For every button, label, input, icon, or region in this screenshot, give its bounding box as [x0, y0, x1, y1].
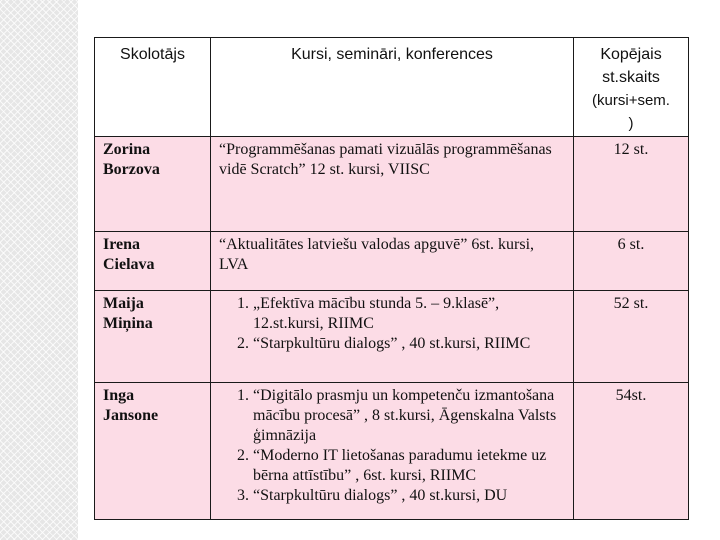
teacher-name	[95, 232, 211, 291]
decorative-side-band	[0, 0, 78, 540]
list-item: 1. “Digitālo prasmju un kompetenču izmantošana mācību procesā” , 8 st.kursi, Āgenskalna Valsts ģimnāzija	[253, 386, 565, 446]
teacher-name	[95, 291, 211, 383]
list-item: 1. „Efektīva mācību stunda 5. – 9.klasē”, 12.st.kursi, RIIMC	[253, 294, 565, 334]
course-list-items	[219, 386, 565, 506]
header-total-line4: )	[628, 115, 634, 132]
header-total-line2: st.skaits	[602, 69, 660, 86]
teacher-first-name: Maija	[103, 295, 144, 312]
header-total-line3: (kursi+sem.	[592, 92, 670, 109]
course-description: “Aktualitātes latviešu valodas apguvē” 6st. kursi, LVA	[211, 232, 574, 291]
teacher-first-name: Inga	[103, 387, 135, 404]
header-courses: Kursi, semināri, konferences	[211, 38, 574, 137]
teacher-last-name: Borzova	[103, 161, 160, 178]
table-row	[95, 291, 689, 383]
teacher-name	[95, 137, 211, 232]
teacher-last-name: Miņina	[103, 315, 153, 332]
teacher-first-name: Zorina	[103, 141, 151, 158]
header-total	[574, 38, 689, 137]
total-hours: 12 st.	[574, 137, 689, 232]
header-teacher: Skolotājs	[95, 38, 211, 137]
total-hours: 6 st.	[574, 232, 689, 291]
table-row	[95, 137, 689, 232]
list-item: 2. “Moderno IT lietošanas paradumu ietekme uz bērna attīstību” , 6st. kursi, RIIMC	[253, 446, 565, 486]
list-item: 3. “Starpkultūru dialogs” , 40 st.kursi, DU	[253, 486, 565, 506]
table-row	[95, 383, 689, 520]
teacher-first-name: Irena	[103, 236, 141, 253]
table-row	[95, 232, 689, 291]
header-row	[95, 38, 689, 137]
total-hours: 54st.	[574, 383, 689, 520]
teacher-last-name: Cielava	[103, 256, 155, 273]
teacher-last-name: Jansone	[103, 407, 159, 424]
course-description: “Programmēšanas pamati vizuālās programmēšanas vidē Scratch” 12 st. kursi, VIISC	[211, 137, 574, 232]
course-list	[211, 291, 574, 383]
courses-table	[94, 37, 689, 520]
total-hours: 52 st.	[574, 291, 689, 383]
course-list	[211, 383, 574, 520]
list-item: 2. “Starpkultūru dialogs” , 40 st.kursi, RIIMC	[253, 334, 565, 354]
course-list-items	[219, 294, 565, 354]
header-total-line1: Kopējais	[600, 46, 662, 63]
teacher-name	[95, 383, 211, 520]
